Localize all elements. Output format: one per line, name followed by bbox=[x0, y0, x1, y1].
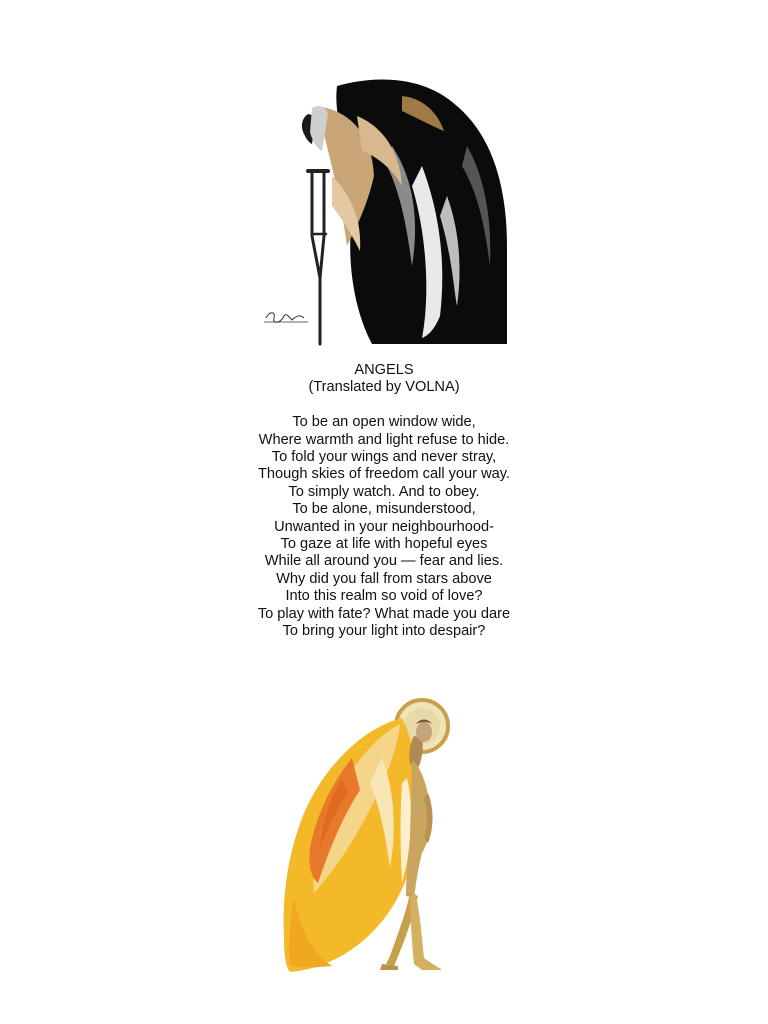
poem-line: To be alone, misunderstood, bbox=[292, 501, 476, 518]
poem-line: To simply watch. And to obey. bbox=[288, 483, 480, 500]
poem-line: While all around you — fear and lies. bbox=[264, 553, 504, 570]
poem-line: Into this realm so void of love? bbox=[285, 588, 483, 605]
artist-signature-icon bbox=[264, 313, 308, 323]
angel-wing-dark-icon bbox=[317, 79, 507, 344]
poem-line: Though skies of freedom call your way. bbox=[258, 466, 510, 483]
poem-line: To be an open window wide, bbox=[292, 414, 476, 431]
poem-line: To fold your wings and never stray, bbox=[271, 449, 497, 466]
poem-translator-credit: (Translated by VOLNA) bbox=[308, 379, 460, 396]
poem-title: ANGELS bbox=[354, 362, 414, 378]
poem-line: Unwanted in your neighbourhood- bbox=[274, 518, 494, 535]
poem bbox=[184, 362, 584, 640]
golden-winged-angel-illustration bbox=[282, 698, 478, 974]
crutch-icon bbox=[308, 171, 328, 344]
poem-line: Where warmth and light refuse to hide. bbox=[258, 431, 510, 448]
poem-spacer bbox=[184, 397, 584, 414]
angel-head-icon bbox=[302, 106, 328, 151]
poem-line: To gaze at life with hopeful eyes bbox=[280, 536, 488, 553]
poem-line: To bring your light into despair? bbox=[282, 623, 486, 640]
poem-line: To play with fate? What made you dare bbox=[257, 605, 511, 622]
poem-line: Why did you fall from stars above bbox=[276, 570, 492, 587]
black-winged-angel-illustration bbox=[262, 56, 508, 346]
